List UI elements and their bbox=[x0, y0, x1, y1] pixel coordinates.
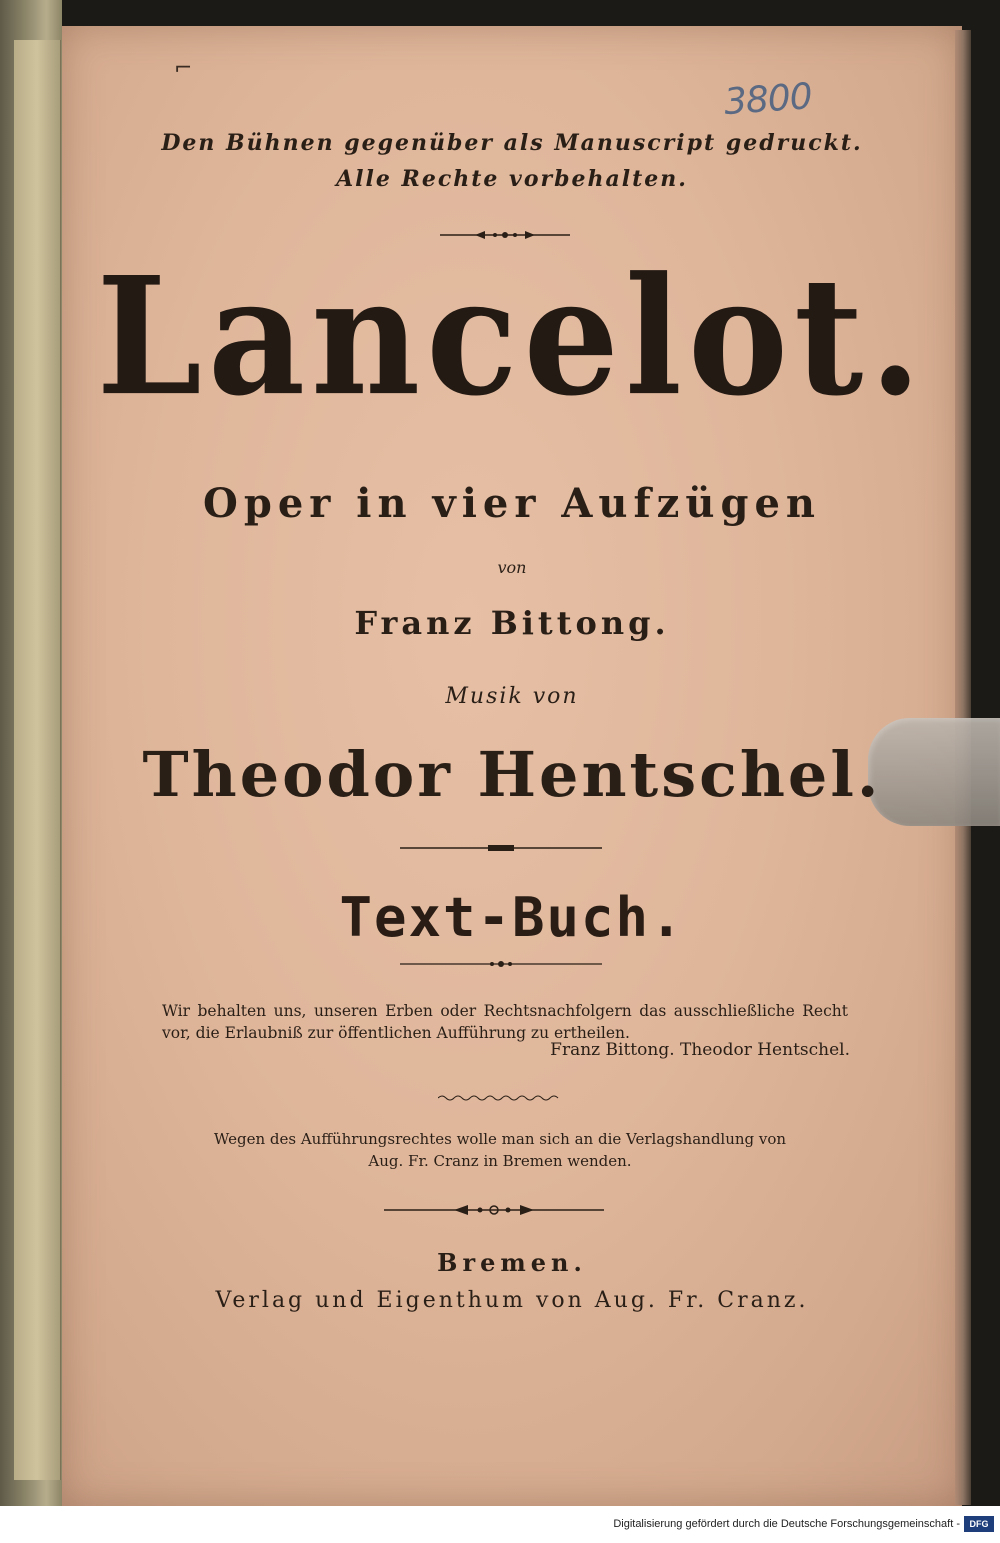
notice-manuscript: Den Bühnen gegenüber als Manuscript gedruckt. bbox=[161, 130, 863, 156]
ornament-divider-2 bbox=[400, 842, 602, 854]
page-title: Lancelot. bbox=[96, 241, 928, 433]
ornament-divider-3 bbox=[400, 958, 602, 970]
notice-rights-reserved: Alle Rechte vorbehalten. bbox=[336, 166, 688, 192]
performance-rights-note bbox=[190, 1128, 810, 1172]
author-name: Franz Bittong. bbox=[354, 604, 670, 642]
text-book-heading: Text-Buch. bbox=[339, 886, 685, 949]
footer-credit: Digitalisierung gefördert durch die Deutsche Forschungsgemeinschaft - bbox=[613, 1518, 960, 1530]
book-cover-edge bbox=[0, 0, 62, 1506]
composer-name: Theodor Hentschel. bbox=[142, 738, 882, 811]
subtitle: Oper in vier Aufzügen bbox=[203, 480, 821, 527]
cover-board bbox=[14, 40, 61, 1480]
performance-note-line-1: Wegen des Aufführungsrechtes wolle man sich an die Verlagshandlung von bbox=[213, 1130, 787, 1148]
pencil-mark: ⌐ bbox=[174, 56, 193, 81]
wave-divider bbox=[438, 1094, 562, 1102]
digitization-footer bbox=[0, 1506, 1000, 1543]
ornament-divider-1 bbox=[440, 228, 570, 242]
music-by-label: Musik von bbox=[445, 684, 579, 709]
pencil-shelfmark: 3800 bbox=[722, 76, 813, 124]
by-label: von bbox=[497, 558, 527, 577]
rights-statement: Wir behalten uns, unseren Erben oder Rechtsnachfolgern das ausschließliche Recht vor, die Erlaubniß zur öffentlichen Aufführung zu ertheilen. bbox=[162, 1002, 848, 1042]
performance-note-line-2: Aug. Fr. Cranz in Bremen wenden. bbox=[368, 1152, 632, 1170]
rights-signatures: Franz Bittong. Theodor Hentschel. bbox=[550, 1040, 850, 1060]
publication-city: Bremen. bbox=[437, 1248, 587, 1277]
publisher-line: Verlag und Eigenthum von Aug. Fr. Cranz. bbox=[215, 1288, 809, 1313]
ornament-divider-4 bbox=[384, 1202, 604, 1218]
dfg-logo-icon: DFG bbox=[964, 1516, 994, 1532]
